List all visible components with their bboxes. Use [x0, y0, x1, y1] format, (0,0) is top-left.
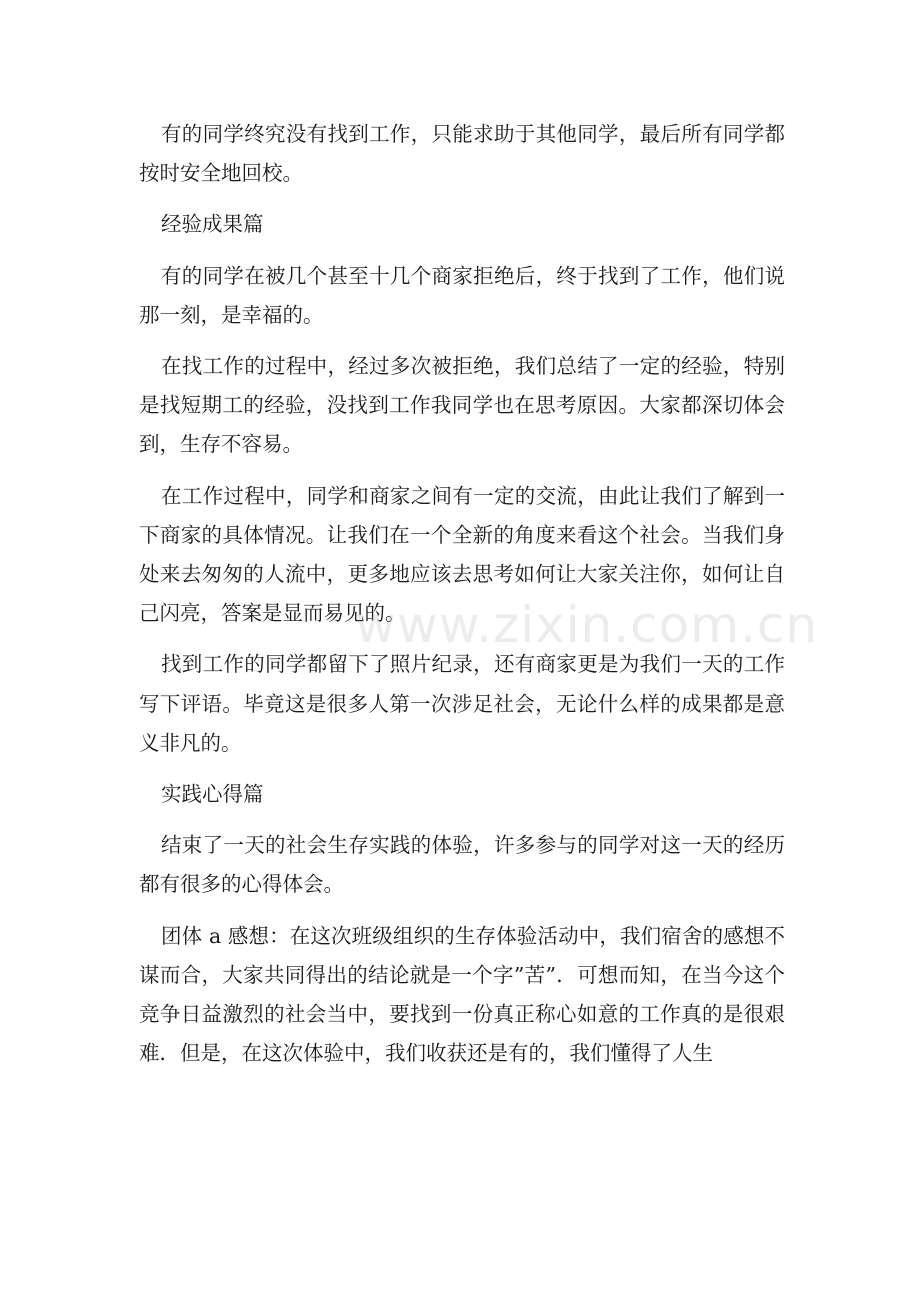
- paragraph-communication: 在工作过程中，同学和商家之间有一定的交流，由此让我们了解到一下商家的具体情况。让我们在一个全新的角度来看这个社会。当我们身处来去匆匆的人流中，更多地应该去思考如何让大家关注你，如何让自己闪亮，答案是显而易见的。: [139, 483, 785, 626]
- watermark: www.zixin.com.cn: [355, 596, 819, 654]
- section-heading-experience: 经验成果篇: [161, 212, 264, 237]
- paragraph-reflection-intro: 结束了一天的社会生存实践的体验，许多参与的同学对这一天的经历都有很多的心得体会。: [139, 833, 785, 897]
- paragraph-experience-summary: 在找工作的过程中，经过多次被拒绝，我们总结了一定的经验，特别是找短期工的经验，没找到工作我同学也在思考原因。大家都深切体会到，生存不容易。: [139, 354, 785, 457]
- document-body: [139, 115, 785, 1085]
- section-heading-reflection: 实践心得篇: [161, 782, 264, 807]
- paragraph-photo-record: 找到工作的同学都留下了照片纪录，还有商家更是为我们一天的工作写下评语。毕竟这是很多人第一次涉足社会，无论什么样的成果都是意义非凡的。: [139, 652, 785, 755]
- paragraph-found-job: 有的同学在被几个甚至十几个商家拒绝后，终于找到了工作，他们说那一刻，是幸福的。: [139, 263, 785, 327]
- paragraph-group-a-feedback: 团体 a 感想：在这次班级组织的生存体验活动中，我们宿舍的感想不谋而合，大家共同得出的结论就是一个字”苦”．可想而知，在当今这个竞争日益激烈的社会当中，要找到一份真正称心如意的工作真的是很艰难．但是，在这次体验中，我们收获还是有的，我们懂得了人生: [139, 923, 785, 1066]
- paragraph-no-job: 有的同学终究没有找到工作，只能求助于其他同学，最后所有同学都按时安全地回校。: [139, 122, 785, 186]
